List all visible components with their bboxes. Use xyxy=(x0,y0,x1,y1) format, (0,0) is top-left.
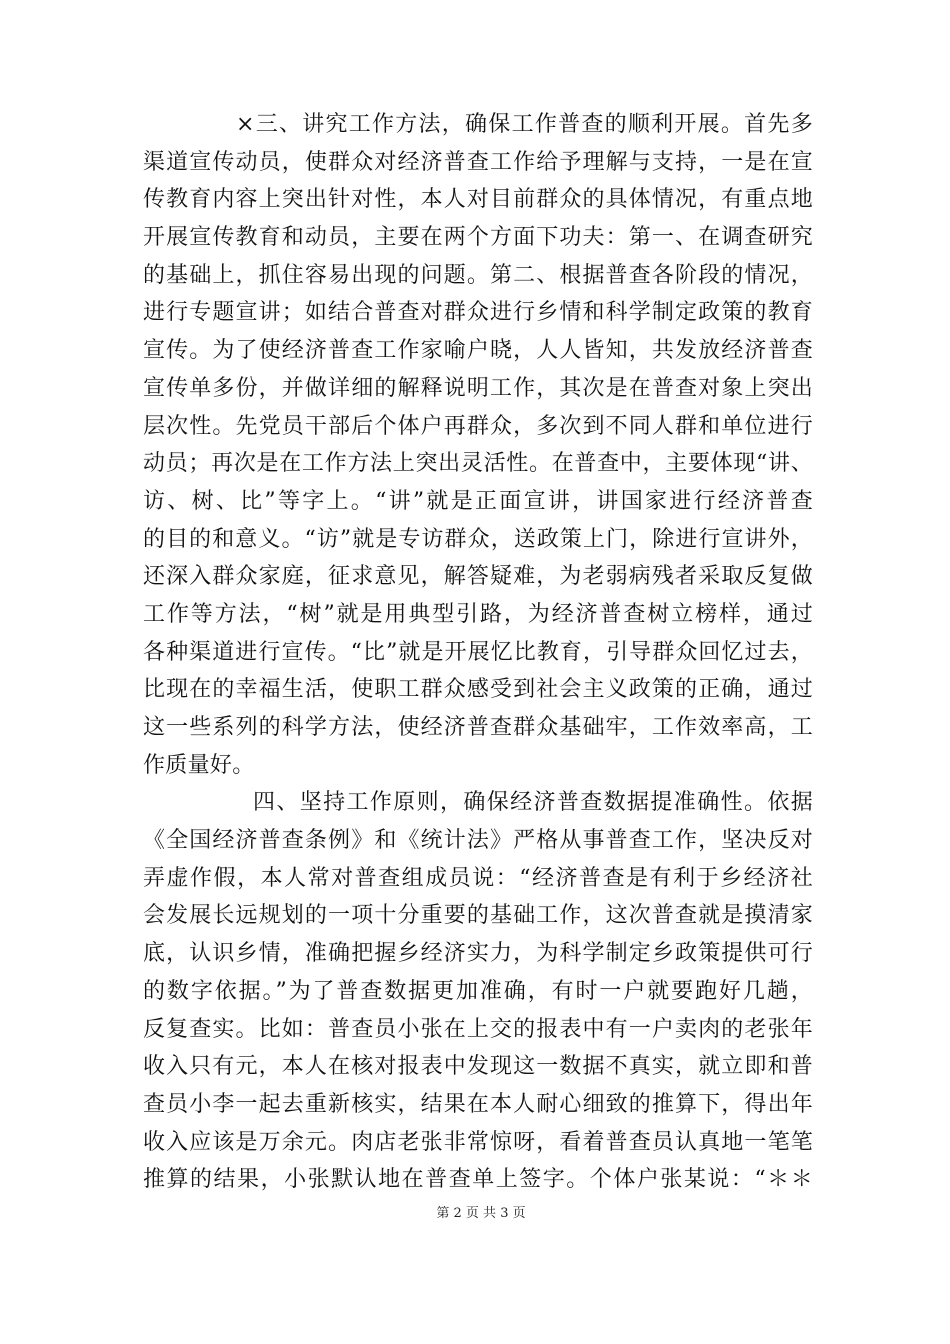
text-line: 收入应该是万余元。肉店老张非常惊呀，看着普查员认真地一笔笔 xyxy=(143,1129,813,1155)
text-line: 推算的结果，小张默认地在普查单上签字。个体户张某说：“＊＊ xyxy=(143,1167,813,1193)
text-line: 弄虚作假，本人常对普查组成员说：“经济普查是有利于乡经济社 xyxy=(143,865,813,891)
text-line: 层次性。先党员干部后个体户再群众，多次到不同人群和单位进行 xyxy=(143,413,813,439)
text-line: 宣传。为了使经济普查工作家喻户晓，人人皆知，共发放经济普查 xyxy=(143,338,813,364)
text-line: 的目的和意义。“访”就是专访群众，送政策上门，除进行宣讲外， xyxy=(143,526,813,552)
text-line: 传教育内容上突出针对性，本人对目前群众的具体情况，有重点地 xyxy=(143,187,813,213)
paragraph-section-four xyxy=(143,784,813,1199)
text-line: 工作等方法，“树”就是用典型引路，为经济普查树立榜样，通过 xyxy=(143,601,813,627)
text-line: 《全国经济普查条例》和《统计法》严格从事普查工作，坚决反对 xyxy=(143,828,813,854)
text-line: 的基础上，抓住容易出现的问题。第二、根据普查各阶段的情况， xyxy=(143,262,813,288)
text-line: ×三、讲究工作方法，确保工作普查的顺利开展。首先多 xyxy=(236,112,813,137)
text-line: 比现在的幸福生活，使职工群众感受到社会主义政策的正确，通过 xyxy=(143,677,813,703)
text-line: 这一些系列的科学方法，使经济普查群众基础牢，工作效率高，工 xyxy=(143,715,813,740)
text-line: 各种渠道进行宣传。“比”就是开展忆比教育，引导群众回忆过去， xyxy=(143,639,813,665)
text-line: 进行专题宣讲；如结合普查对群众进行乡情和科学制定政策的教育 xyxy=(143,300,813,326)
page-footer: 第 2 页 共 3 页 xyxy=(436,1206,526,1221)
document-body xyxy=(143,106,813,1199)
text-line: 的数字依据。”为了普查数据更加准确，有时一户就要跑好几趟， xyxy=(143,978,813,1004)
text-line: 访、树、比”等字上。“讲”就是正面宣讲，讲国家进行经济普查 xyxy=(143,488,813,514)
text-line: 底，认识乡情，准确把握乡经济实力，为科学制定乡政策提供可行 xyxy=(143,941,813,967)
text-line: 宣传单多份，并做详细的解释说明工作，其次是在普查对象上突出 xyxy=(143,375,813,401)
text-line: 作质量好。 xyxy=(143,752,255,778)
paragraph-section-three xyxy=(143,106,813,784)
text-line: 渠道宣传动员，使群众对经济普查工作给予理解与支持，一是在宣 xyxy=(143,149,813,175)
text-line: 还深入群众家庭，征求意见，解答疑难，为老弱病残者采取反复做 xyxy=(143,564,813,590)
text-line: 开展宣传教育和动员，主要在两个方面下功夫：第一、在调查研究 xyxy=(143,225,813,251)
text-line: 查员小李一起去重新核实，结果在本人耐心细致的推算下，得出年 xyxy=(143,1091,813,1117)
text-line: 四、坚持工作原则，确保经济普查数据提准确性。依据 xyxy=(253,790,813,816)
text-line: 收入只有元，本人在核对报表中发现这一数据不真实，就立即和普 xyxy=(143,1054,813,1080)
text-line: 反复查实。比如：普查员小张在上交的报表中有一户卖肉的老张年 xyxy=(143,1016,813,1042)
text-line: 动员；再次是在工作方法上突出灵活性。在普查中，主要体现“讲、 xyxy=(143,451,813,477)
text-line: 会发展长远规划的一项十分重要的基础工作，这次普查就是摸清家 xyxy=(143,903,813,929)
